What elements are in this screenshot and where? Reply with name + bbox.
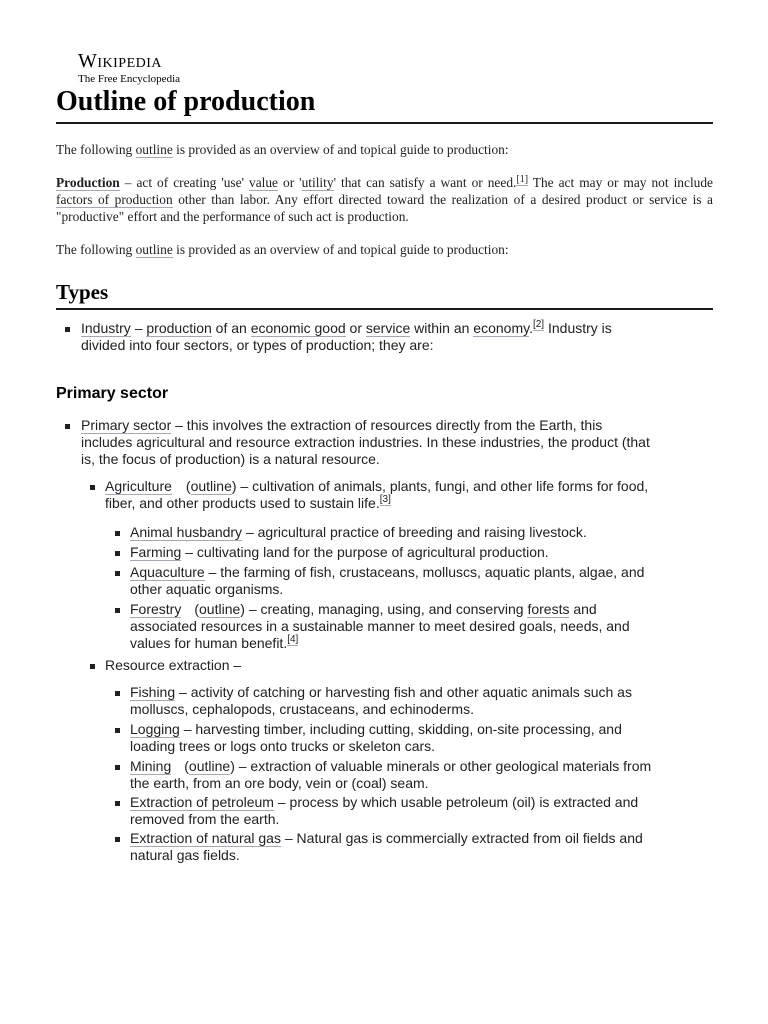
bullet — [115, 691, 120, 696]
intro-text: is provided as an overview of and topical guide to production: — [172, 242, 509, 257]
definition-text: other than labor. Any effort directed toward the realization of a desired product or service is a "productive" effort and the performance of such act is production. — [56, 192, 713, 224]
animal-husbandry-link[interactable]: Animal husbandry — [130, 524, 243, 540]
item-text: and — [569, 601, 597, 617]
bullet — [115, 728, 120, 733]
primary-sector-link[interactable]: Primary sector — [81, 417, 172, 433]
natural-gas-text — [130, 830, 713, 864]
logo-wordmark: Wikipedia — [78, 50, 163, 72]
definition-text: ' that can satisfy a want or need. — [333, 175, 517, 190]
item-text: ( — [185, 478, 191, 494]
item-text: Industry is — [544, 320, 612, 336]
item-text: fiber, and other products used to sustain life. — [105, 495, 380, 511]
fishing-text — [130, 684, 713, 718]
bullet — [90, 664, 95, 669]
definition-text: or ' — [278, 175, 302, 190]
bullet — [115, 571, 120, 576]
forestry-text — [130, 601, 713, 652]
bullet — [115, 531, 120, 536]
industry-text — [81, 320, 713, 354]
item-text: ) – creating, managing, using, and conserving — [240, 601, 528, 617]
logging-link[interactable]: Logging — [130, 721, 180, 737]
item-text: – this involves the extraction of resources directly from the Earth, this — [171, 417, 603, 433]
intro-text: The following — [56, 142, 136, 157]
production-definition — [56, 174, 713, 225]
production-link[interactable]: production — [146, 320, 212, 336]
item-text: associated resources in a sustainable manner to meet desired goals, needs, and — [130, 618, 630, 634]
item-text: removed from the earth. — [130, 811, 280, 827]
item-text: of an — [211, 320, 251, 336]
reference-2[interactable]: [2] — [532, 319, 545, 331]
item-text: ( — [184, 758, 189, 774]
item-text: – process by which usable petroleum (oil) is extracted and — [273, 794, 639, 810]
item-text: ) – cultivation of animals, plants, fungi, and other life forms for food, — [231, 478, 649, 494]
value-link[interactable]: value — [249, 175, 278, 190]
agriculture-outline-link[interactable]: outline — [190, 478, 232, 494]
item-text: – agricultural practice of breeding and raising livestock. — [242, 524, 587, 540]
forestry-outline-link[interactable]: outline — [199, 601, 241, 617]
economy-link[interactable]: economy — [473, 320, 530, 336]
item-text: molluscs, cephalopods, crustaceans, and echinoderms. — [130, 701, 474, 717]
extraction-of-natural-gas-link[interactable]: Extraction of natural gas — [130, 830, 281, 846]
reference-4[interactable]: [4] — [287, 634, 299, 646]
mining-outline-link[interactable]: outline — [188, 758, 231, 774]
mining-link[interactable]: Mining — [130, 758, 172, 774]
outline-link[interactable]: outline — [135, 242, 173, 257]
item-text: ) – extraction of valuable minerals or other geological materials from — [230, 758, 652, 774]
economic-good-link[interactable]: economic good — [250, 320, 346, 336]
definition-text: – act of creating 'use' — [119, 175, 249, 190]
fishing-link[interactable]: Fishing — [130, 684, 176, 700]
item-text: – activity of catching or harvesting fish and other aquatic animals such as — [175, 684, 632, 700]
bullet — [65, 327, 70, 332]
item-text: other aquatic organisms. — [130, 581, 284, 597]
bullet — [115, 551, 120, 556]
bullet — [90, 485, 95, 490]
factors-of-production-link[interactable]: factors of production — [56, 192, 173, 207]
page-title: Outline of production — [56, 84, 713, 124]
utility-link[interactable]: utility — [301, 175, 334, 190]
forestry-link[interactable]: Forestry — [130, 601, 182, 617]
agriculture-link[interactable]: Agriculture — [105, 478, 172, 494]
farming-link[interactable]: Farming — [130, 544, 182, 560]
item-text: or — [345, 320, 366, 336]
farming-text — [130, 544, 713, 561]
item-text: – — [130, 320, 147, 336]
agriculture-text — [105, 478, 713, 512]
primary-sector-text — [81, 417, 713, 468]
bullet — [115, 765, 120, 770]
item-text: . — [529, 320, 533, 336]
types-heading: Types — [56, 279, 713, 310]
item-text: ( — [194, 601, 200, 617]
intro-paragraph-2 — [56, 241, 713, 258]
aquaculture-text — [130, 564, 713, 598]
bullet — [115, 801, 120, 806]
intro-text: is provided as an overview of and topical guide to production: — [172, 142, 509, 157]
bullet — [115, 837, 120, 842]
item-text: – the farming of fish, crustaceans, molluscs, aquatic plants, algae, and — [204, 564, 645, 580]
bullet — [115, 608, 120, 613]
outline-link[interactable]: outline — [135, 142, 173, 157]
intro-paragraph-1 — [56, 141, 713, 158]
animal-husbandry-text — [130, 524, 713, 541]
intro-text: The following — [56, 242, 136, 257]
logo-tagline: The Free Encyclopedia — [78, 73, 181, 85]
logging-text — [130, 721, 713, 755]
service-link[interactable]: service — [365, 320, 411, 336]
mining-text — [130, 758, 713, 792]
petroleum-text — [130, 794, 713, 828]
definition-text: The act may or may not include — [528, 175, 713, 190]
item-text: – harvesting timber, including cutting, skidding, on-site processing, and — [179, 721, 622, 737]
item-text: – cultivating land for the purpose of agricultural production. — [181, 544, 549, 560]
primary-sector-heading: Primary sector — [56, 385, 169, 402]
bullet — [65, 424, 70, 429]
item-text: is, the focus of production) is a natural resource. — [81, 451, 380, 467]
item-text: loading trees or logs onto trucks or skeleton cars. — [130, 738, 436, 754]
item-text: divided into four sectors, or types of production; they are: — [81, 337, 434, 353]
extraction-of-petroleum-link[interactable]: Extraction of petroleum — [130, 794, 274, 810]
reference-3[interactable]: [3] — [379, 494, 391, 506]
item-text: the earth, from an ore body, vein or (coal) seam. — [130, 775, 429, 791]
item-text: natural gas fields. — [130, 847, 240, 863]
production-term-link[interactable]: Production — [56, 175, 120, 190]
item-text: includes agricultural and resource extraction industries. In these industries, the product (that — [81, 434, 650, 450]
wikipedia-logo[interactable] — [78, 50, 198, 85]
resource-extraction-text: Resource extraction – — [105, 657, 242, 673]
industry-link[interactable]: Industry — [81, 320, 131, 336]
item-text: – Natural gas is commercially extracted from oil fields and — [280, 830, 643, 846]
forests-link[interactable]: forests — [527, 601, 570, 617]
item-text: within an — [410, 320, 474, 336]
item-text: values for human benefit. — [130, 635, 288, 651]
aquaculture-link[interactable]: Aquaculture — [130, 564, 205, 580]
reference-1[interactable]: [1] — [516, 173, 529, 185]
